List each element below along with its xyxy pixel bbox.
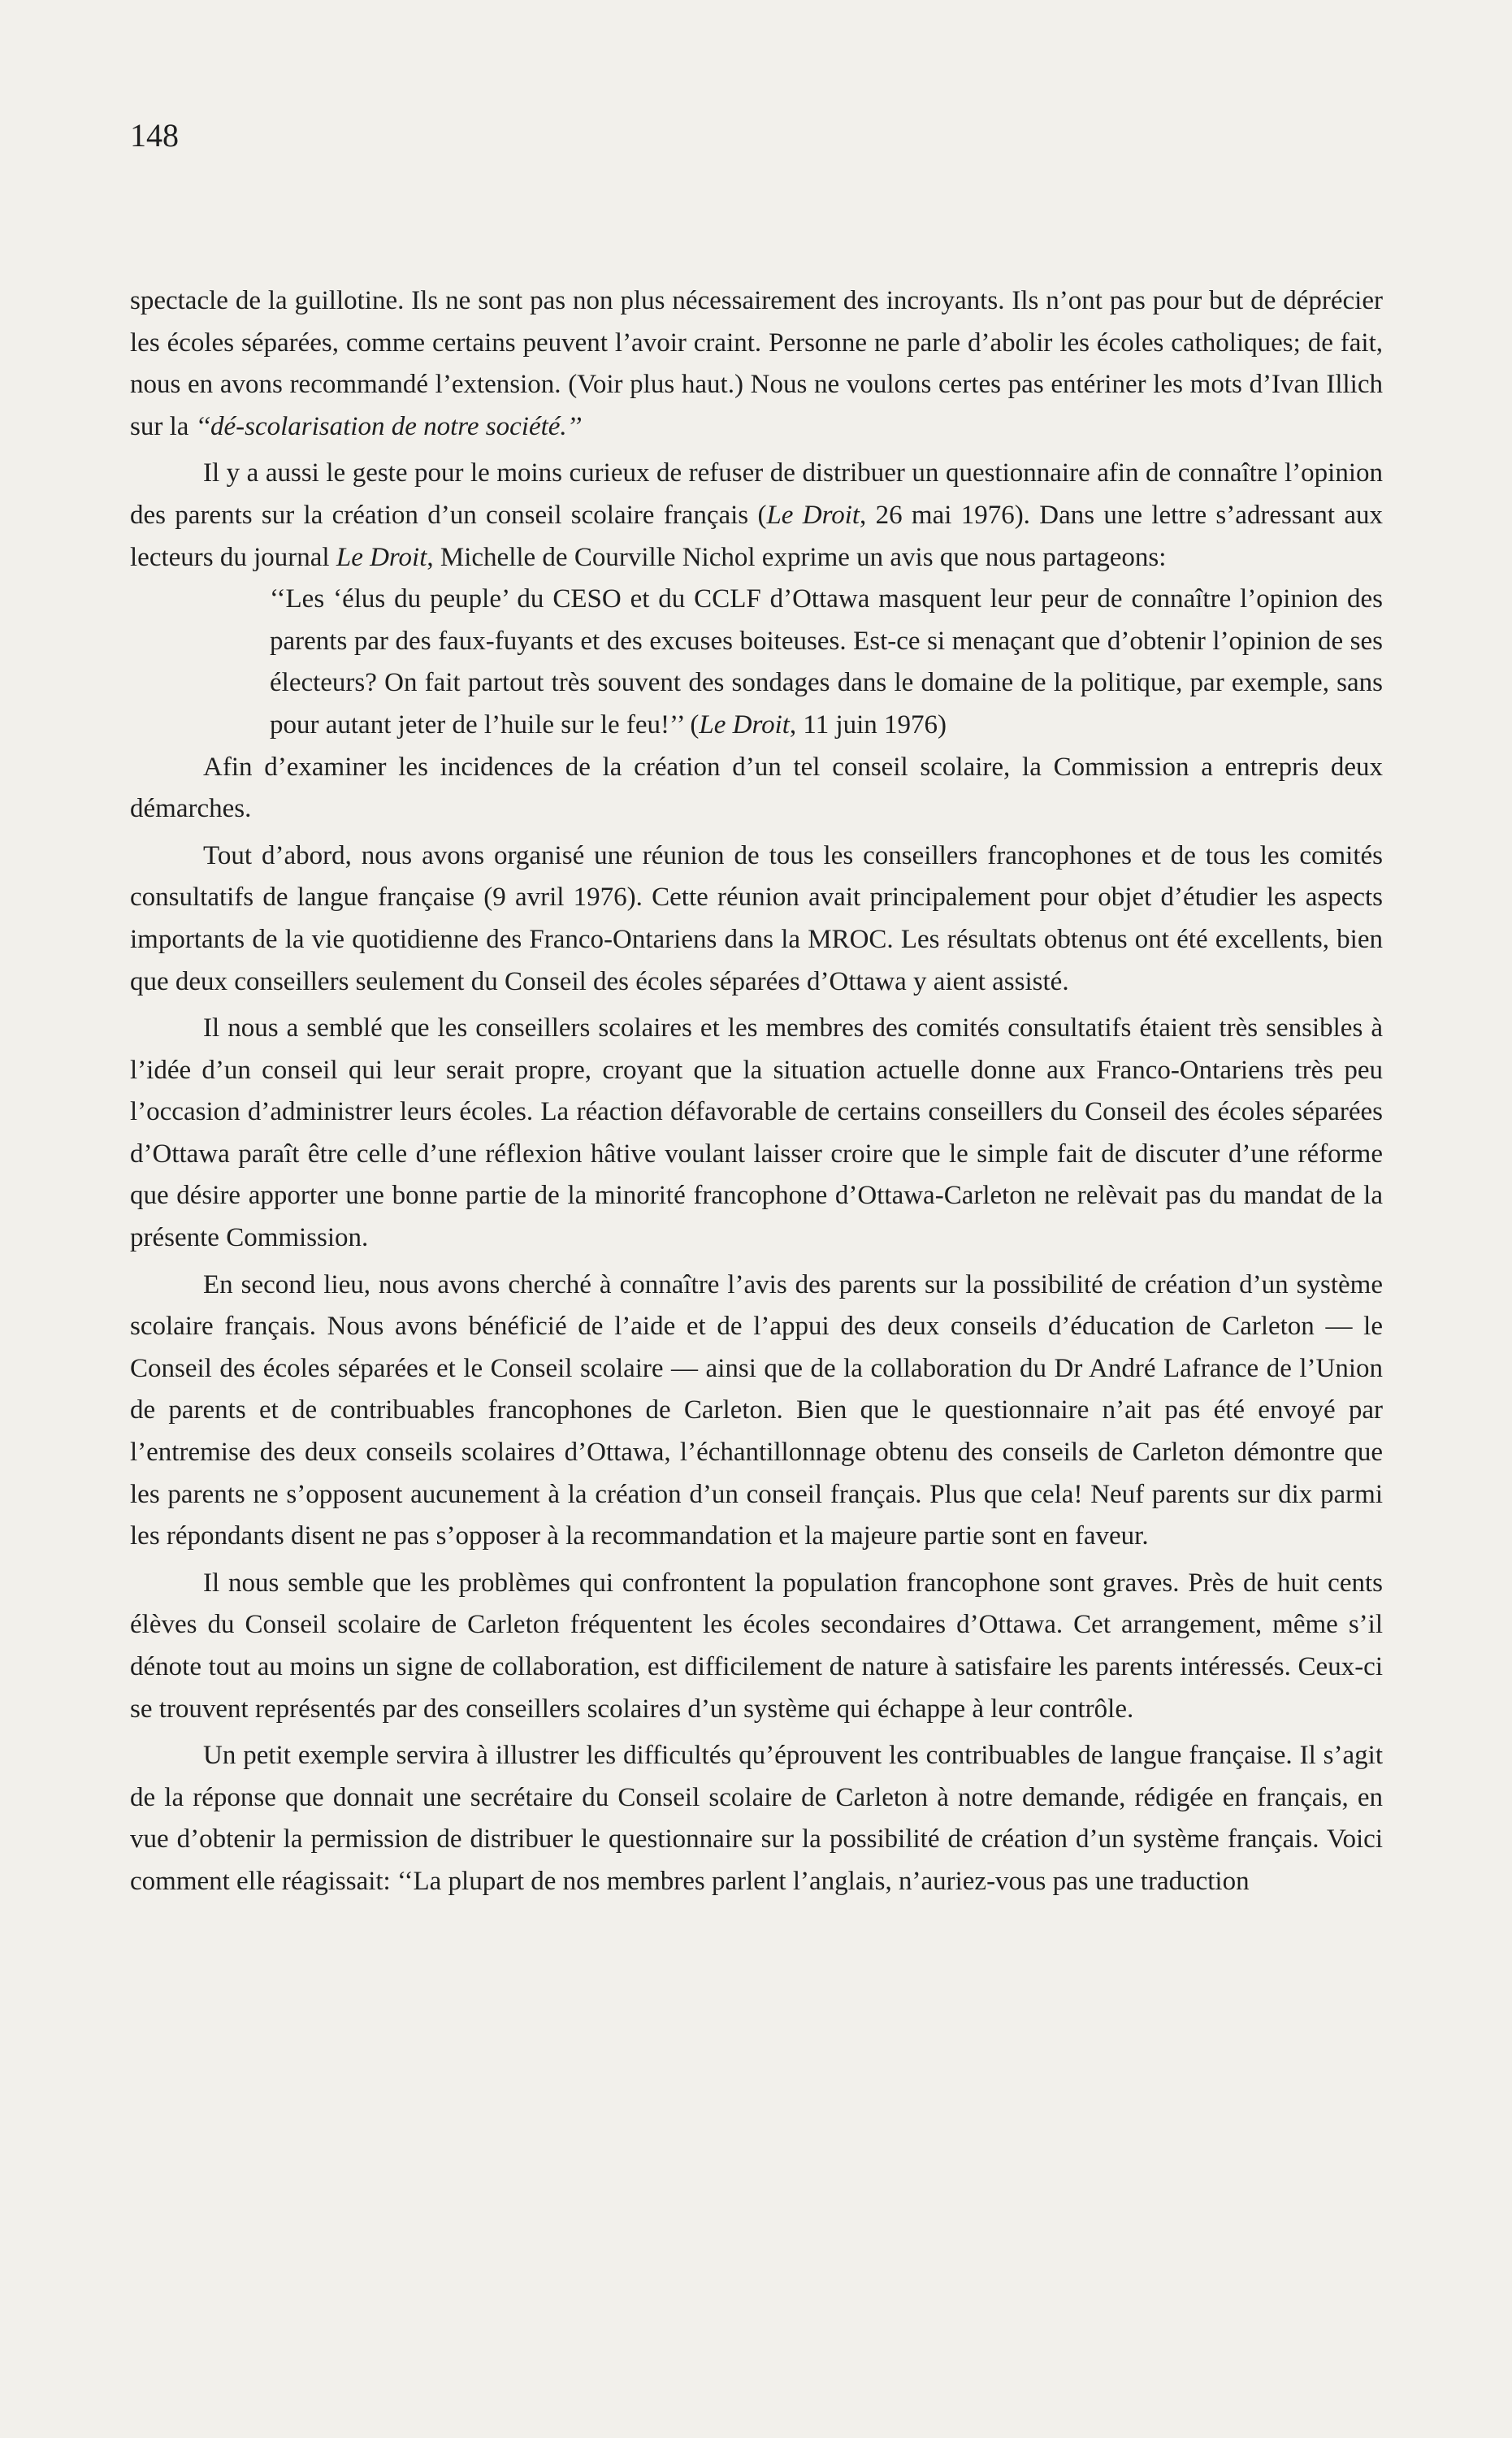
page-number: 148 <box>130 117 179 154</box>
body-text <box>130 280 1383 1903</box>
paragraph-8: Un petit exemple servira à illustrer les difficultés qu’éprouvent les contribuables de langue française. Il s’agit de la réponse que donnait une secrétaire du Conseil scolaire de Carleton à notre demande, rédigée en français, en vue d’obtenir la permission de distribuer le questionnaire sur la possibilité de création d’un système français. Voici comment elle réagissait: ‘‘La plupart de nos membres parlent l’anglais, n’auriez-vous pas une traduction <box>130 1741 1383 1896</box>
paragraph-2 <box>130 453 1383 579</box>
paragraph-5: Il nous a semblé que les conseillers scolaires et les membres des comités consultatifs étaient très sensibles à l’idée d’un conseil qui leur serait propre, croyant que la situation actuelle donne aux Franco-Ontariens très peu l’occasion d’administrer leurs écoles. La réaction défavorable de certains conseillers du Conseil des écoles séparées d’Ottawa paraît être celle d’une réflexion hâtive voulant laisser croire que le simple fait de discuter d’une réforme que désire apporter une bonne partie de la minorité francophone d’Ottawa-Carleton ne relèvait pas du mandat de la présente Commission. <box>130 1013 1383 1253</box>
newspaper-title: Le Droit <box>699 709 790 740</box>
paragraph-1-text: spectacle de la guillotine. Ils ne sont pas non plus nécessairement des incroyants. Ils n’ont pas pour but de déprécier les écoles séparées, comme certains peuvent l’avoir craint. Personne ne parle d’abolir les écoles catholiques; de fait, nous en avons recommandé l’extension. (Voir plus haut.) Nous ne voulons certes pas entériner les mots d’Ivan Illich sur la <box>130 286 1383 441</box>
block-quote <box>270 579 1383 746</box>
paragraph-2-text-b: , 26 mai 1976). Dans une lettre s’adressant aux lecteurs du journal <box>130 500 1383 572</box>
paragraph-2-text-a: Il y a aussi le geste pour le moins curieux de refuser de distribuer un questionnaire afin de connaître l’opinion des parents sur la création d’un conseil scolaire français ( <box>130 458 1383 530</box>
paragraph-1 <box>130 280 1383 448</box>
block-quote-citation: , 11 juin 1976) <box>789 709 947 740</box>
block-quote-text: ‘‘Les ‘élus du peuple’ du CESO et du CCLF d’Ottawa masquent leur peur de connaître l’opinion des parents par des faux-fuyants et des excuses boiteuses. Est-ce si menaçant que d’obtenir l’opinion de ses électeurs? On fait partout très souvent des sondages dans le domaine de la politique, par exemple, sans pour autant jeter de l’huile sur le feu!’’ ( <box>270 584 1383 740</box>
newspaper-title: Le Droit <box>766 500 860 530</box>
illich-quote: ‘‘dé-scolarisation de notre société.’’ <box>195 411 582 441</box>
paragraph-4: Tout d’abord, nous avons organisé une réunion de tous les conseillers francophones et de tous les comités consultatifs de langue française (9 avril 1976). Cette réunion avait principalement pour objet d’étudier les aspects importants de la vie quotidienne des Franco-Ontariens dans la MROC. Les résultats obtenus ont été excellents, bien que deux conseillers seulement du Conseil des écoles séparées d’Ottawa y aient assisté. <box>130 840 1383 996</box>
paragraph-6: En second lieu, nous avons cherché à connaître l’avis des parents sur la possibilité de création d’un système scolaire français. Nous avons bénéficié de l’aide et de l’appui des deux conseils d’éducation de Carleton — le Conseil des écoles séparées et le Conseil scolaire — ainsi que de la collaboration du Dr André Lafrance de l’Union de parents et de contribuables francophones de Carleton. Bien que le questionnaire n’ait pas été envoyé par l’entremise des deux conseils scolaires d’Ottawa, l’échantillonnage obtenu des conseils de Carleton démontre que les parents ne s’opposent aucunement à la création d’un conseil français. Plus que cela! Neuf parents sur dix parmi les répondants disent ne pas s’opposer à la recommandation et la majeure partie sont en faveur. <box>130 1269 1383 1551</box>
newspaper-title: Le Droit <box>336 542 427 572</box>
paragraph-3: Afin d’examiner les incidences de la création d’un tel conseil scolaire, la Commission a entrepris deux démarches. <box>130 752 1383 824</box>
paragraph-2-text-c: , Michelle de Courville Nichol exprime un avis que nous partageons: <box>427 542 1167 572</box>
paragraph-7: Il nous semble que les problèmes qui confrontent la population francophone sont graves. Près de huit cents élèves du Conseil scolaire de Carleton fréquentent les écoles secondaires d’Ottawa. Cet arrangement, même s’il dénote tout au moins un signe de collaboration, est difficilement de nature à satisfaire les parents intéressés. Ceux-ci se trouvent représentés par des conseillers scolaires d’un système qui échappe à leur contrôle. <box>130 1568 1383 1724</box>
